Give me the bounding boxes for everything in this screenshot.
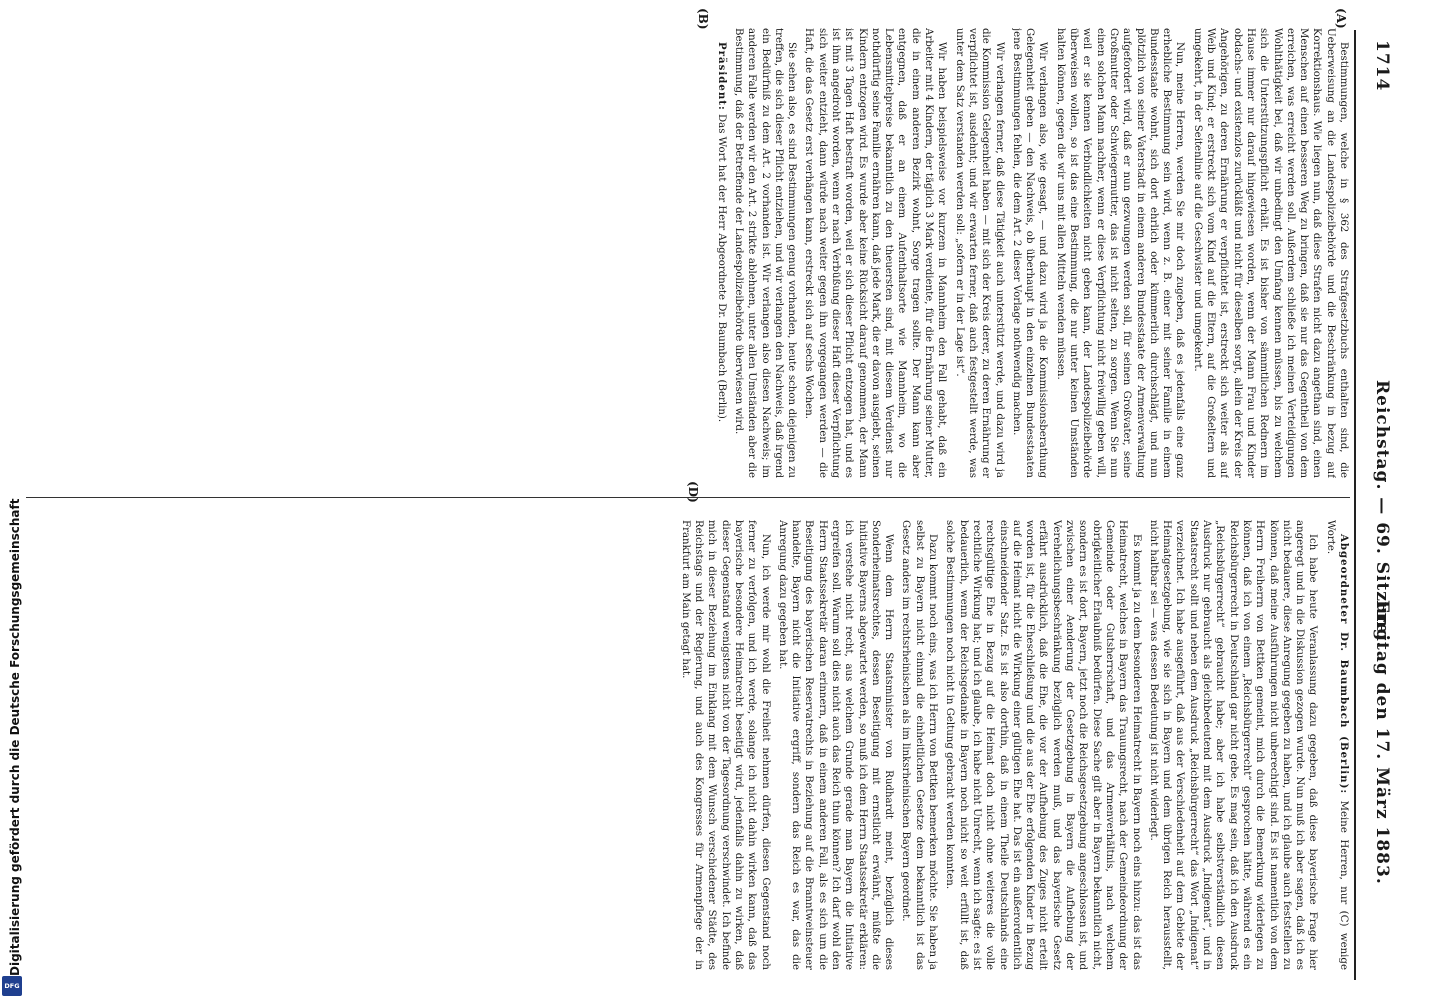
right-paragraph: Ich habe heute Veranlassung dazu gegeben, daß diese bayerische Frage hier angeregt und in die Diskussion gezogen wurde. Nun muß ich aber sagen, daß ich es nicht bedauere, diese Anregung gegeben zu haben, und ich glaube auch feststellen zu können, daß meine Ausführungen nicht unberechtigt sind. Es ist namentlich von dem Herrn Freiherrn von Bettken gemeint, mich durch die Bemerkung widerlegen zu können, daß ich von einem „Reichsbürgerrecht“ gesprochen hätte, während es ein Reichsbürgerrecht in Deutschland gar nicht gebe. Es mag sein, daß ich den Ausdruck „Reichsbürgerrecht“ gebraucht habe; aber ich habe selbstverständlich diesen Ausdruck nur gebraucht als gleichbedeutend mit dem Ausdruck „Indigenat“, und in Staatsrecht sollt und neben dem Ausdruck „Reichsbürgerrecht“ das Wort „Indigenat“ verzeichnet. Ich habe ausgeführt, daß aus der Verschiedenheit auf dem Gebiete der Heimatgesetzgebung, wie sie sich in Bayern und dem übrigen Reich herausstellt, nicht haltbar sei — was dessen Bedeutung ist nicht widerlegt. [1147,520,1319,970]
president-text: Das Wort hat der Herr Abgeordnete Dr. Baumbach (Berlin). [715,113,727,423]
speaker-intro: Meine Herren, nur (C) wenige Worte. [1324,520,1349,970]
right-paragraph: Dazu kommt noch eins, was ich Herrn von Bettken bemerken möchte. Sie haben ja selbst zu Bayern nicht einmal die einheitlichen Gesetze dem bekanntlich ist das Gesetz anders im rechtsrheinischen als im linksrheinischen Bayern geordnet. [900,520,939,970]
digitization-credit: Digitalisierung gefördert durch die Deutsche Forschungsgemeinschaft [8,498,22,976]
president-speaker: Präsident: [715,42,728,111]
page-number: 1714 [1372,40,1392,92]
session-date: Freitag den 17. März 1883. [1372,600,1392,885]
right-paragraph: Es kommt ja zu dem besonderen Heimatrecht in Bayern noch eins hinzu: das ist das Heimatrecht, welches in Bayern das Trauungsrecht, nach der Gemeindeordnung der Gemeinde oder Gutsherrschaft, und das Armenverhältnis, nach welchem obrigkeitlicher Erlaubniß bedürfen. Diese Sache gilt aber in Bayern bekanntlich nicht, sondern es ist dort, Bayern, jetzt noch die Reichsgesetzgebung angeschlossen ist, und zwischen einer Aenderung der Gesetzgebung in Bayern die Aufhebung der Verehelichungsbeschränkung bezüglich werden muß, und das bayerische Gesetz erfährt ausdrücklich, daß die Ehe, die vor der Aufhebung des Zuges nicht erteilt worden ist, für die Eheschließung und die aus der Ehe erfolgenden Kinder in Bezug auf die Heimat nicht die Wirkung einer gültigen Ehe hat. Das ist ein außerordentlich einschneidender Satz. Es ist also dorthin, daß in einem Theile Deutschlands eine rechtsgültige Ehe in Bezug auf die Heimat doch nicht ohne weiteres die volle rechtliche Wirkung hat; und ich glaube, ich habe nicht Unrecht, wenn ich sagte: es ist bedauerlich, wenn der Reichsgedanke in Bayern noch nicht so weit erfüllt ist, daß solche Bestimmungen noch nicht in Geltung gebracht werden konnten. [944,520,1142,970]
margin-mark-a: (A) [1334,8,1348,29]
margin-mark-b: (B) [696,8,710,30]
left-paragraph: Wir verlangen also, wie gesagt, — und dazu wird ja die Kommissionsberathung Gelegenheit geben — den Nachweis, ob überhaupt in den einzelnen Bundesstaaten jene Bestimmungen fehlen, die dem Art. 2 dieser Vorlage nothwendig machen. [1010,28,1049,478]
left-paragraph: Wir verlangen ferner, daß diese Tätigkeit auch unterstützt werde, und dazu wird ja die Kommission Gelegenheit haben — mit sich der Kreis derer, zu deren Ernährung er verpflichtet ist, ausdehnt; und wir erwarten ferner, daß auch festgestellt werde, was unter dem Satz verstanden werden soll: „sofern er in der Lage ist“. [953,28,1005,478]
right-paragraph: Wenn dem Herrn Staatsminister von Rudhardt meint, bezüglich dieses Sonderheimatsrechtes, dessen Beseitigung mit ernstlicht erwähnt, müßte die Initiative Bayerns abgewartet werden, so muß ich dem Herrn Staatssekretär erklären: ich verstehe nicht recht, aus welchem Grunde gerade man Bayern die Initiative ergreifen soll. Warum soll dies nicht auch das Reich thun können? Ich darf wohl den Herrn Staatssekretär daran erinnern, daß in einem anderen Fall, als es sich um die Beseitigung des bayerischen Reservatrechts in Beziehung auf die Branntweinsteuer handelte, Bayern nicht die Initiative ergriff, sondern das Reich es war, das die Anregung dazu gegeben hat. [776,520,895,970]
left-paragraph: Wir haben beispielsweise vor kurzem in Mannheim den Fall gehabt, daß ein Arbeiter mit 4 Kindern, der täglich 3 Mark verdiente, für die Ernährung seiner Mutter, die in einem anderen Bezirk wohnt, Sorge tragen sollte. Der Mann kann aber entgegnen, daß er an einem Aufenthaltsorte wie Mannheim, wo die Lebensmittelpreise bekanntlich zu den theuersten sind, mit diesem Verdienst nur nothdürftig seine Familie ernähren kann, daß jede Mark, die er davon ausgiebt, seinen Kindern entzogen wird. Es wurde aber keine Rücksicht darauf genommen, der Mann ist mit 3 Tagen Haft bestraft worden, weil er sich dieser Pflicht entzogen hat, und es ist ihm angedroht worden, wenn er nach Verbüßung dieser Haft dieser Verpflichtung sich weiter entzieht, dann würde nach weiter gegen ihn vorgegangen werden — die Haft, die das Gesetz erst verhängen kann, erstreckt sich auf sechs Wochen. [803,28,948,478]
header-rule [1354,30,1356,980]
left-paragraph: Bestimmungen, welche in § 362 des Strafgesetzbuchs enthalten sind, die Ueberweisung an die Landespolizeibehörde und die Beschränkung in bezug auf Korrektionshaus. Wie liegen nun, daß diese Strafen nicht dazu angethan sind, einen Menschen auf einen besseren Weg zu bringen, daß sie nur das Gegentheil von dem erreichen, was erreicht werden soll. Außerdem schließe ich meinen Verteidigungen Wohlthätigkeit bei, daß wir unbedingt den Umfang kennen müssen, bis zu welchem sich die Unterstützungspflicht erhält. Es ist bisher von sämmtlichen Rednern im Hause immer nur darauf hingewiesen worden, wenn der Mann Frau und Kinder obdachs- und existenzlos zurückläßt und nicht für dieselben sorgt, allein der Kreis der Angehörigen, zu deren Ernährung er verpflichtet ist, erstreckt sich weiter als auf Weib und Kind; er erstreckt sich vom Kind auf die Eltern, auf die Großeltern und umgekehrt, in der Seitenlinie auf die Geschwister und umgekehrt. [1191,28,1349,478]
digitization-credit-bar [0,0,26,1000]
margin-mark-d: (D) [686,481,700,503]
left-paragraph: Nun, meine Herren, werden Sie mir doch zugeben, daß es jedenfalls eine ganz erhebliche Bestimmung sein wird, wenn z. B. einer mit seiner Familie in einem Bundesstaate wohnt, sich dort ehrlich oder kümmerlich durchschlägt, und nun plötzlich von seiner Vaterstadt in einem anderen Bundesstaate der Armenverwaltung aufgefordert wird, daß er nun gezwungen werden soll, für seinen Großvater, seine Großmutter oder Schwiegermutter, das ist nicht selten, zu sorgen. Wenn Sie nun einen solchen Mann nachher, wenn er diese Verpflichtung nicht freiwillig geben will, weil er sie kennen Verbindlichkeiten nicht geben kann, der Landespolizeibehörde überweisen wollen, so ist das eine Bestimmung, die nur unter keinen Umständen halten können, gegen die wir uns mit allen Mitteln wenden müssen. [1054,28,1186,478]
left-column [20,28,1350,478]
right-paragraph: Nun, ich werde mir wohl die Freiheit nehmen dürfen, diesen Gegenstand noch ferner zu verfolgen, und ich werde, solange ich nicht dahin wirken kann, daß das bayerische besondere Heimatrecht beseitigt wird, jedenfalls dahin zu wirken, daß dieser Gegenstand wenigstens nicht von der Tagesordnung verschwindet. Ich befinde mich in dieser Beziehung im Einklang mit dem Wunsch verschiedener Städte, des Reichstags und der Regierung, und auch des Kongresses für Armenpflege der in Frankfurt am Main getagt hat. [679,520,771,970]
speaker-paragraph [1323,520,1350,970]
speaker-name: Abgeordneter Dr. Baumbach (Berlin): [1338,534,1350,795]
page-header [1360,40,1394,960]
left-paragraph: Sie sehen also, es sind Bestimmungen genug vorhanden, heute schon diejenigen zu treffen, die sich dieser Pflicht entziehen, und wir verlangen den Nachweis, daß irgend ein Bedürfniß zu dem Art. 2 vorhanden ist. Wir verlangen also diesen Nachweis; im anderen Falle werden wir den Art. 2 strikte ablehnen, unter allen Umständen aber die Bestimmung, daß der Betreffende der Landespolizeibehörde überwiesen wird. [732,28,798,478]
closing-paragraph [714,28,727,478]
right-column [20,520,1350,970]
session-title: Reichstag. — 69. Sitzung. [1372,380,1392,649]
dfg-logo: DFG [2,976,22,996]
column-divider [20,497,1350,498]
